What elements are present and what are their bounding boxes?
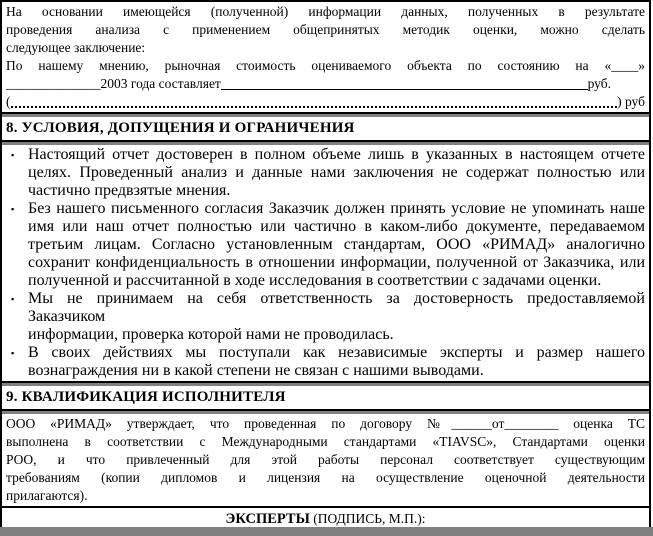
section-9-header: 9. КВАЛИФИКАЦИЯ ИСПОЛНИТЕЛЯ (6, 389, 286, 405)
text-line: сохранит конфиденциальность в отношении информации, полученной от Заказчика, или (28, 254, 645, 271)
text-line: прилагаются). (6, 488, 88, 503)
blank-underline (221, 89, 588, 90)
bullet-text (28, 200, 645, 290)
section-8-header: 8. УСЛОВИЯ, ДОПУЩЕНИЯ И ОГРАНИЧЕНИЯ (6, 120, 355, 136)
text-line: третьим лицам. Согласно установленным стандартам, ООО «РИМАД» аналогично (28, 236, 645, 253)
bullet-text (28, 290, 645, 344)
text-line: В своих действиях мы поступали как независимые эксперты и размер нашего (28, 344, 645, 361)
text-line: информации, проверка которой нами не проводилась. (28, 326, 394, 343)
amount-in-words-line (6, 93, 645, 111)
text-line: проведения анализа с применением общепринятых методик оценки, можно сделать (6, 22, 645, 37)
value-line-prefix: ______________2003 года составляет (6, 76, 221, 91)
conditions-bullet-list (2, 145, 649, 381)
bullet-square-icon: ▪ (11, 150, 15, 160)
text-line: Без нашего письменного согласия Заказчик должен принять условие не упоминать наше (28, 200, 645, 217)
text-line: полученной и рассчитанной в ходе исследования в соответствии с задачами оценки. (28, 272, 602, 289)
paren-open: ( (6, 94, 11, 109)
bullet-item (2, 200, 645, 290)
text-line: РОО, и что привлеченный для этой работы персонал соответствует существующим (6, 452, 645, 467)
text-line: имя или наш отчет полностью или частично в каком-либо документе, передаваемом (28, 218, 645, 235)
bullet-item (2, 290, 645, 344)
bullet-square-icon: ▪ (11, 348, 15, 358)
text-line: ООО «РИМАД» утверждает, что проведенная по договору №______от________ оценка ТС (6, 416, 645, 431)
bullet-text (28, 146, 645, 200)
qualification-paragraph (2, 414, 649, 506)
paren-close: ) руб (617, 94, 645, 109)
text-line: частично предвзятые мнения. (28, 182, 231, 199)
text-line: выполнена в соответствии с Международными стандартами «TIAVSC», Стандартами оценки (6, 434, 645, 449)
text-line: требованиям (копии дипломов и лицензия на осуществление оценочной деятельности (6, 470, 645, 485)
experts-signature-note: (ПОДПИСЬ, М.П.): (309, 511, 426, 526)
conclusion-paragraph (2, 2, 649, 112)
bottom-gray-bar (0, 527, 653, 536)
text-line: На основании имеющейся (полученной) информации данных, полученных в результате (6, 4, 645, 19)
bullet-square-icon: ▪ (11, 294, 15, 304)
experts-label: ЭКСПЕРТЫ (225, 511, 310, 527)
text-line: следующее заключение: (6, 40, 146, 55)
bullet-square-icon: ▪ (11, 204, 15, 214)
value-line-suffix: руб. (587, 76, 611, 91)
text-line: Настоящий отчет достоверен в полном объеме лишь в указанных в настоящем отчете (28, 146, 645, 163)
dotted-leader (11, 106, 618, 108)
text-line: Мы не принимаем на себя ответственность за достоверность предоставляемой Заказчиком (28, 290, 645, 325)
value-blank-line (6, 75, 645, 93)
bullet-text (28, 344, 645, 380)
text-line: вознаграждения ни в какой степени не связан с нашими выводами. (28, 362, 484, 379)
bullet-item (2, 146, 645, 200)
bullet-item (2, 344, 645, 380)
text-line: целях. Проведенный анализ и данные нами заключения не содержат полностью или (28, 164, 645, 181)
text-line: По нашему мнению, рыночная стоимость оцениваемого объекта по состоянию на «____» (6, 58, 645, 73)
